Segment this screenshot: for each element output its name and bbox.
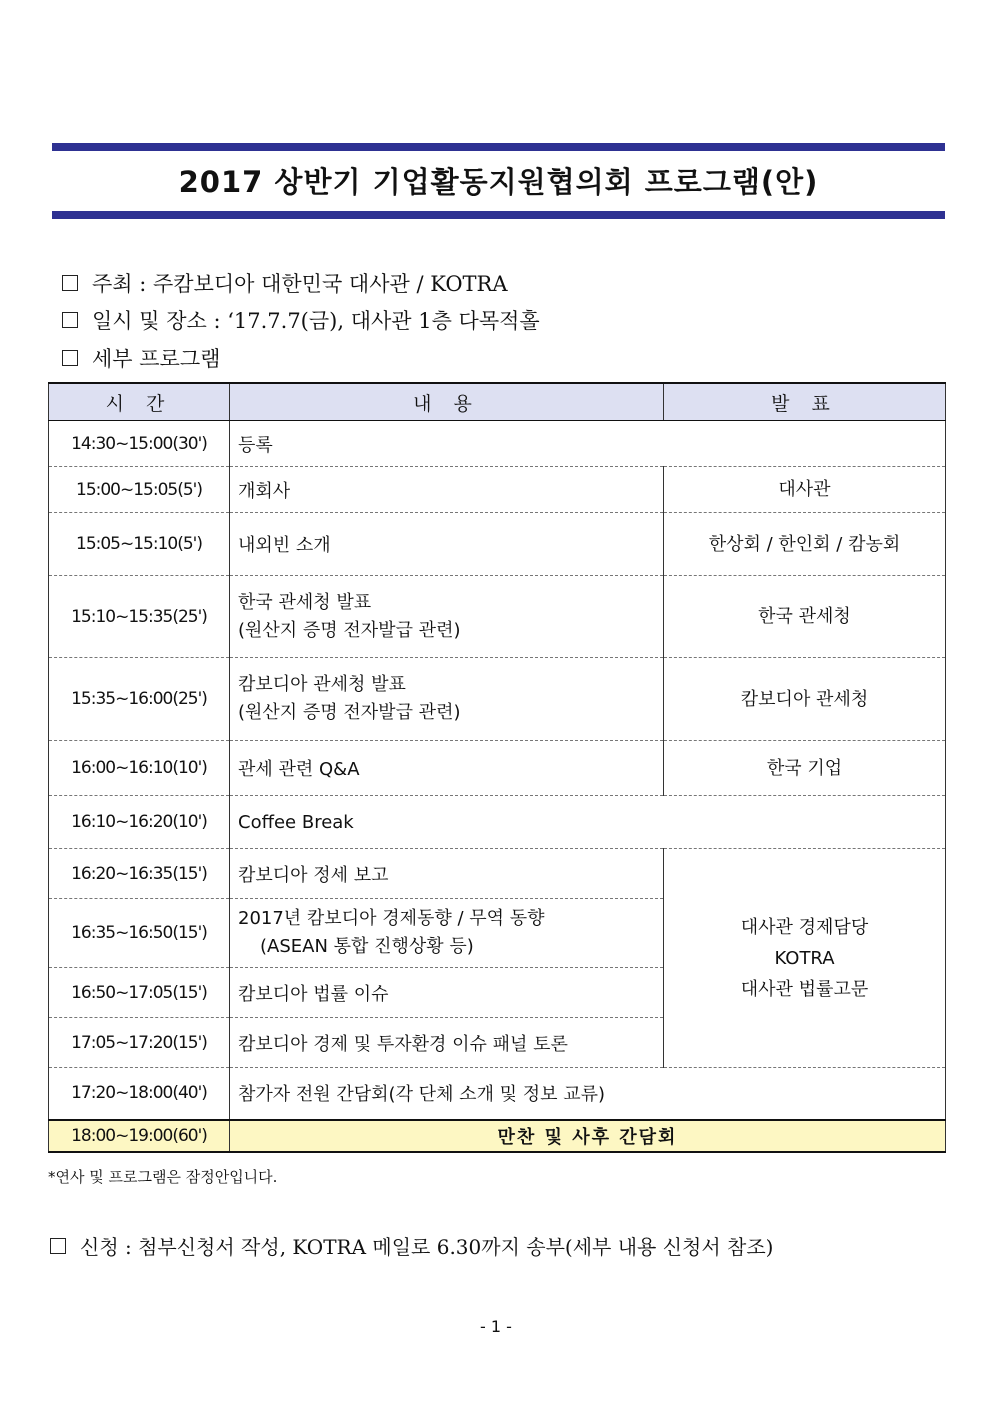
title-top-bar [52,143,945,151]
program-note: *연사 및 프로그램은 잠정안입니다. [48,1168,278,1186]
application-text: 신청 : 첨부신청서 작성, KOTRA 메일로 6.30까지 송부(세부 내용 신청서 참조) [80,1235,774,1259]
checkbox-icon [62,312,78,328]
row-content: Coffee Break [230,796,946,849]
row-presenter: 한국 기업 [664,741,946,796]
page-title: 2017 상반기 기업활동지원협의회 프로그램(안) [178,165,819,199]
merged-presenter-line2: KOTRA [774,947,835,969]
row-content-line2: (원산지 증명 전자발급 관련) [238,619,461,641]
info-host [62,268,508,298]
table-row [49,849,946,899]
row-time: 17:20~18:00(40') [49,1068,230,1120]
info-host-text: 주최 : 주캄보디아 대한민국 대사관 / KOTRA [92,272,508,296]
row-content [230,658,664,741]
info-date-place [62,305,540,335]
table-row [49,1068,946,1120]
row-presenter: 캄보디아 관세청 [664,658,946,741]
row-time: 18:00~19:00(60') [49,1120,230,1152]
row-time: 17:05~17:20(15') [49,1018,230,1068]
row-content: 만찬 및 사후 간담회 [230,1120,946,1152]
row-content-line2: (원산지 증명 전자발급 관련) [238,702,461,723]
row-time: 15:10~15:35(25') [49,576,230,658]
row-content [230,899,664,968]
row-time: 16:35~16:50(15') [49,899,230,968]
table-row [49,658,946,741]
info-date-text: 일시 및 장소 : ‘17.7.7(금), 대사관 1층 다목적홀 [92,309,540,333]
checkbox-icon [62,275,78,291]
row-content: 개회사 [230,467,664,513]
table-row [49,467,946,513]
schedule-table [48,382,946,1153]
row-time: 16:00~16:10(10') [49,741,230,796]
row-content: 내외빈 소개 [230,513,664,576]
row-presenter: 대사관 [664,467,946,513]
row-content-line1: 2017년 캄보디아 경제동향 / 무역 동향 [238,908,545,929]
row-content: 등록 [230,421,946,467]
merged-presenter-line3: 대사관 법률고문 [740,978,869,1000]
application-info [50,1231,773,1260]
table-row [49,796,946,849]
merged-presenter-line1: 대사관 경제담당 [740,916,869,938]
row-content: 캄보디아 정세 보고 [230,849,664,899]
row-time: 14:30~15:00(30') [49,421,230,467]
table-row [49,513,946,576]
row-time: 16:10~16:20(10') [49,796,230,849]
table-row [49,421,946,467]
row-time: 15:35~16:00(25') [49,658,230,741]
info-program-text: 세부 프로그램 [92,347,221,371]
page-number: - 1 - [480,1317,512,1336]
row-content: 참가자 전원 간담회(각 단체 소개 및 정보 교류) [230,1068,946,1120]
info-program [62,343,220,373]
table-row [49,741,946,796]
table-header [49,383,946,421]
header-presenter: 발 표 [664,383,946,421]
row-content: 캄보디아 경제 및 투자환경 이슈 패널 토론 [230,1018,664,1068]
row-content-line2: (ASEAN 통합 진행상황 등) [260,936,474,957]
merged-presenter [664,849,946,1068]
header-content: 내 용 [230,383,664,421]
header-time: 시 간 [49,383,230,421]
row-content-line1: 한국 관세청 발표 [238,591,372,613]
row-content [230,576,664,658]
checkbox-icon [62,350,78,366]
row-time: 15:05~15:10(5') [49,513,230,576]
table-row-dinner [49,1120,946,1152]
row-time: 15:00~15:05(5') [49,467,230,513]
title-bottom-bar [52,211,945,219]
row-presenter: 한국 관세청 [664,576,946,658]
checkbox-icon [50,1238,66,1254]
row-content: 관세 관련 Q&A [230,741,664,796]
row-content-line1: 캄보디아 관세청 발표 [238,674,406,695]
row-content: 캄보디아 법률 이슈 [230,968,664,1018]
row-time: 16:20~16:35(15') [49,849,230,899]
row-presenter: 한상회 / 한인회 / 캄농회 [664,513,946,576]
table-row [49,576,946,658]
row-time: 16:50~17:05(15') [49,968,230,1018]
